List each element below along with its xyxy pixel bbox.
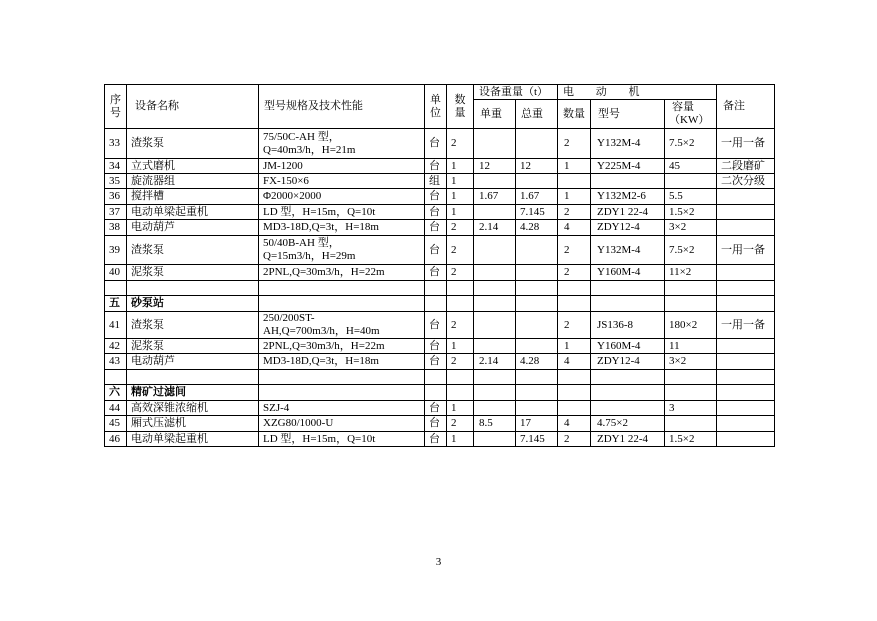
total-weight-cell [516, 265, 558, 281]
empty-cell [447, 385, 474, 401]
unit-weight-cell [474, 129, 516, 159]
empty-cell [259, 296, 425, 312]
header-equipment-weight: 设备重量（t） [474, 85, 558, 100]
header-item-no-line: 号 [110, 106, 121, 119]
header-item-no-line: 序 [110, 93, 121, 106]
unit-cell: 台 [425, 129, 447, 159]
header-quantity [447, 85, 474, 129]
quantity-cell: 2 [447, 265, 474, 281]
spec-cell: SZJ-4 [259, 401, 425, 416]
unit-cell: 台 [425, 220, 447, 236]
capacity-cell: 11 [665, 339, 717, 354]
unit-cell: 台 [425, 265, 447, 281]
item-no-cell: 42 [105, 339, 127, 354]
motor-model-cell [591, 174, 665, 189]
motor-quantity-cell: 4 [558, 354, 591, 370]
capacity-cell: 3×2 [665, 220, 717, 236]
empty-cell [259, 370, 425, 385]
empty-cell [447, 281, 474, 296]
header-total-weight: 总重 [516, 100, 558, 129]
table-row [105, 312, 775, 339]
motor-model-cell: ZDY1 22-4 [591, 205, 665, 220]
empty-cell [591, 296, 665, 312]
unit-weight-cell: 1.67 [474, 189, 516, 205]
empty-cell [425, 296, 447, 312]
capacity-cell: 7.5×2 [665, 129, 717, 159]
remark-cell [717, 416, 775, 432]
spec-cell [259, 129, 425, 159]
capacity-cell: 1.5×2 [665, 432, 717, 447]
page-number: 3 [435, 556, 442, 568]
equipment-name-cell: 电动单梁起重机 [127, 205, 259, 220]
unit-weight-cell [474, 205, 516, 220]
empty-cell [516, 296, 558, 312]
motor-model-cell: ZDY12-4 [591, 220, 665, 236]
motor-quantity-cell [558, 174, 591, 189]
motor-quantity-cell: 2 [558, 265, 591, 281]
unit-cell: 台 [425, 189, 447, 205]
empty-cell [474, 281, 516, 296]
unit-cell: 台 [425, 312, 447, 339]
item-no-cell: 46 [105, 432, 127, 447]
header-equipment-name: 设备名称 [127, 85, 259, 129]
motor-quantity-cell: 2 [558, 312, 591, 339]
spec-line: 250/200ST- [263, 312, 315, 324]
empty-cell [591, 281, 665, 296]
motor-quantity-cell [558, 401, 591, 416]
spec-cell: JM-1200 [259, 159, 425, 174]
header-capacity [665, 100, 717, 129]
empty-cell [717, 370, 775, 385]
total-weight-cell [516, 129, 558, 159]
header-unit-weight: 单重 [474, 100, 516, 129]
section-row [105, 385, 775, 401]
unit-cell: 台 [425, 354, 447, 370]
unit-cell: 组 [425, 174, 447, 189]
capacity-cell: 3×2 [665, 354, 717, 370]
empty-cell [717, 281, 775, 296]
total-weight-cell: 17 [516, 416, 558, 432]
header-row [105, 85, 775, 100]
motor-quantity-cell: 1 [558, 159, 591, 174]
quantity-cell: 2 [447, 129, 474, 159]
empty-cell [425, 385, 447, 401]
unit-weight-cell: 8.5 [474, 416, 516, 432]
header-capacity-line: 容量 [672, 101, 694, 113]
spec-cell [259, 312, 425, 339]
quantity-cell: 1 [447, 432, 474, 447]
section-no-cell: 六 [105, 385, 127, 401]
empty-cell [558, 385, 591, 401]
motor-model-cell: Y132M-4 [591, 129, 665, 159]
quantity-cell: 2 [447, 236, 474, 265]
motor-model-cell: Y132M-4 [591, 236, 665, 265]
quantity-cell: 2 [447, 354, 474, 370]
empty-cell [425, 370, 447, 385]
empty-cell [425, 281, 447, 296]
table-row [105, 220, 775, 236]
item-no-cell: 39 [105, 236, 127, 265]
total-weight-cell: 4.28 [516, 220, 558, 236]
capacity-cell [665, 416, 717, 432]
unit-weight-cell: 12 [474, 159, 516, 174]
equipment-name-cell: 泥浆泵 [127, 265, 259, 281]
table-row [105, 432, 775, 447]
equipment-name-cell: 旋流器组 [127, 174, 259, 189]
empty-cell [105, 281, 127, 296]
table-row [105, 416, 775, 432]
empty-cell [105, 370, 127, 385]
remark-cell [717, 432, 775, 447]
spec-cell: FX-150×6 [259, 174, 425, 189]
quantity-cell: 2 [447, 312, 474, 339]
spec-cell: MD3-18D,Q=3t，H=18m [259, 354, 425, 370]
spec-cell [259, 236, 425, 265]
capacity-cell: 45 [665, 159, 717, 174]
unit-weight-cell [474, 312, 516, 339]
table-header [105, 85, 775, 129]
header-quantity-line: 数 [454, 93, 466, 106]
unit-cell: 台 [425, 205, 447, 220]
total-weight-cell [516, 312, 558, 339]
item-no-cell: 40 [105, 265, 127, 281]
item-no-cell: 33 [105, 129, 127, 159]
header-unit-line: 位 [430, 106, 441, 119]
equipment-name-cell: 电动葫芦 [127, 354, 259, 370]
remark-cell [717, 339, 775, 354]
motor-quantity-cell: 1 [558, 189, 591, 205]
empty-cell [591, 385, 665, 401]
equipment-name-cell: 高效深锥浓缩机 [127, 401, 259, 416]
total-weight-cell [516, 339, 558, 354]
motor-quantity-cell: 4 [558, 220, 591, 236]
item-no-cell: 35 [105, 174, 127, 189]
unit-weight-cell [474, 339, 516, 354]
motor-model-cell: JS136-8 [591, 312, 665, 339]
spec-cell: LD 型，H=15m，Q=10t [259, 205, 425, 220]
section-title-cell: 精矿过滤间 [127, 385, 259, 401]
remark-cell: 二次分级 [717, 174, 775, 189]
motor-quantity-cell: 2 [558, 236, 591, 265]
empty-cell [665, 385, 717, 401]
section-row [105, 296, 775, 312]
capacity-cell: 3 [665, 401, 717, 416]
header-unit [425, 85, 447, 129]
total-weight-cell: 1.67 [516, 189, 558, 205]
equipment-table [104, 84, 775, 447]
item-no-cell: 38 [105, 220, 127, 236]
empty-cell [447, 296, 474, 312]
table-row [105, 189, 775, 205]
section-title-cell: 砂泵站 [127, 296, 259, 312]
unit-cell: 台 [425, 159, 447, 174]
unit-weight-cell [474, 265, 516, 281]
unit-cell: 台 [425, 416, 447, 432]
unit-cell: 台 [425, 432, 447, 447]
empty-cell [558, 281, 591, 296]
motor-model-cell: Y160M-4 [591, 265, 665, 281]
remark-cell [717, 189, 775, 205]
total-weight-cell: 4.28 [516, 354, 558, 370]
section-no-cell: 五 [105, 296, 127, 312]
capacity-cell [665, 174, 717, 189]
header-motor-model: 型号 [591, 100, 665, 129]
equipment-name-cell: 渣浆泵 [127, 129, 259, 159]
empty-cell [474, 370, 516, 385]
motor-model-cell: Y132M2-6 [591, 189, 665, 205]
empty-cell [717, 385, 775, 401]
header-motor-quantity: 数量 [558, 100, 591, 129]
capacity-cell: 180×2 [665, 312, 717, 339]
header-quantity-line: 量 [454, 106, 466, 119]
table-row [105, 205, 775, 220]
spec-line: Q=40m3/h，H=21m [263, 143, 356, 156]
quantity-cell: 1 [447, 401, 474, 416]
spec-cell: 2PNL,Q=30m3/h，H=22m [259, 339, 425, 354]
empty-cell [127, 370, 259, 385]
remark-cell: 二段磨矿 [717, 159, 775, 174]
unit-weight-cell [474, 432, 516, 447]
empty-cell [558, 296, 591, 312]
unit-cell: 台 [425, 236, 447, 265]
equipment-name-cell: 立式磨机 [127, 159, 259, 174]
motor-quantity-cell: 2 [558, 205, 591, 220]
equipment-name-cell: 搅拌槽 [127, 189, 259, 205]
header-motor: 电 动 机 [558, 85, 717, 100]
header-unit-line: 单 [430, 93, 441, 106]
table-row [105, 401, 775, 416]
total-weight-cell [516, 401, 558, 416]
header-capacity-line: （KW） [669, 114, 710, 126]
equipment-name-cell: 电动单梁起重机 [127, 432, 259, 447]
blank-row [105, 370, 775, 385]
quantity-cell: 1 [447, 189, 474, 205]
header-spec: 型号规格及技术性能 [259, 85, 425, 129]
motor-model-cell: Y160M-4 [591, 339, 665, 354]
spec-cell: MD3-18D,Q=3t，H=18m [259, 220, 425, 236]
table-body [105, 129, 775, 447]
table-row [105, 159, 775, 174]
empty-cell [474, 296, 516, 312]
item-no-cell: 36 [105, 189, 127, 205]
unit-weight-cell [474, 236, 516, 265]
spec-cell: XZG80/1000-U [259, 416, 425, 432]
remark-cell [717, 220, 775, 236]
item-no-cell: 41 [105, 312, 127, 339]
remark-cell: 一用一备 [717, 129, 775, 159]
empty-cell [665, 370, 717, 385]
empty-cell [665, 281, 717, 296]
spec-line: Q=15m3/h，H=29m [263, 250, 356, 262]
motor-model-cell: 4.75×2 [591, 416, 665, 432]
total-weight-cell [516, 236, 558, 265]
spec-line: 75/50C-AH 型， [263, 130, 340, 143]
table-row [105, 236, 775, 265]
unit-weight-cell: 2.14 [474, 354, 516, 370]
spec-line: 50/40B-AH 型， [263, 237, 340, 249]
capacity-cell: 7.5×2 [665, 236, 717, 265]
spec-cell: LD 型，H=15m，Q=10t [259, 432, 425, 447]
table-row [105, 354, 775, 370]
quantity-cell: 2 [447, 220, 474, 236]
empty-cell [474, 385, 516, 401]
empty-cell [558, 370, 591, 385]
header-remark: 备注 [717, 85, 775, 129]
table-row [105, 339, 775, 354]
spec-line: AH,Q=700m3/h，H=40m [263, 325, 380, 337]
total-weight-cell: 7.145 [516, 432, 558, 447]
equipment-name-cell: 电动葫芦 [127, 220, 259, 236]
motor-quantity-cell: 4 [558, 416, 591, 432]
item-no-cell: 43 [105, 354, 127, 370]
motor-quantity-cell: 1 [558, 339, 591, 354]
unit-weight-cell [474, 174, 516, 189]
table-row [105, 174, 775, 189]
remark-cell: 一用一备 [717, 236, 775, 265]
empty-cell [259, 281, 425, 296]
empty-cell [516, 281, 558, 296]
remark-cell [717, 265, 775, 281]
quantity-cell: 1 [447, 205, 474, 220]
table-row [105, 129, 775, 159]
unit-weight-cell: 2.14 [474, 220, 516, 236]
motor-model-cell: Y225M-4 [591, 159, 665, 174]
table-row [105, 265, 775, 281]
remark-cell [717, 354, 775, 370]
unit-weight-cell [474, 401, 516, 416]
empty-cell [591, 370, 665, 385]
spec-cell: 2PNL,Q=30m3/h，H=22m [259, 265, 425, 281]
total-weight-cell [516, 174, 558, 189]
quantity-cell: 2 [447, 416, 474, 432]
motor-quantity-cell: 2 [558, 129, 591, 159]
total-weight-cell: 12 [516, 159, 558, 174]
item-no-cell: 44 [105, 401, 127, 416]
remark-cell [717, 205, 775, 220]
capacity-cell: 11×2 [665, 265, 717, 281]
capacity-cell: 5.5 [665, 189, 717, 205]
remark-cell [717, 401, 775, 416]
empty-cell [516, 370, 558, 385]
total-weight-cell: 7.145 [516, 205, 558, 220]
remark-cell: 一用一备 [717, 312, 775, 339]
equipment-name-cell: 渣浆泵 [127, 312, 259, 339]
equipment-name-cell: 泥浆泵 [127, 339, 259, 354]
item-no-cell: 34 [105, 159, 127, 174]
quantity-cell: 1 [447, 339, 474, 354]
spec-cell: Φ2000×2000 [259, 189, 425, 205]
quantity-cell: 1 [447, 174, 474, 189]
motor-model-cell: ZDY12-4 [591, 354, 665, 370]
empty-cell [516, 385, 558, 401]
header-item-no [105, 85, 127, 129]
capacity-cell: 1.5×2 [665, 205, 717, 220]
empty-cell [717, 296, 775, 312]
empty-cell [447, 370, 474, 385]
unit-cell: 台 [425, 401, 447, 416]
unit-cell: 台 [425, 339, 447, 354]
motor-quantity-cell: 2 [558, 432, 591, 447]
motor-model-cell: ZDY1 22-4 [591, 432, 665, 447]
empty-cell [259, 385, 425, 401]
empty-cell [127, 281, 259, 296]
item-no-cell: 37 [105, 205, 127, 220]
empty-cell [665, 296, 717, 312]
quantity-cell: 1 [447, 159, 474, 174]
item-no-cell: 45 [105, 416, 127, 432]
blank-row [105, 281, 775, 296]
equipment-name-cell: 厢式压滤机 [127, 416, 259, 432]
equipment-name-cell: 渣浆泵 [127, 236, 259, 265]
motor-model-cell [591, 401, 665, 416]
